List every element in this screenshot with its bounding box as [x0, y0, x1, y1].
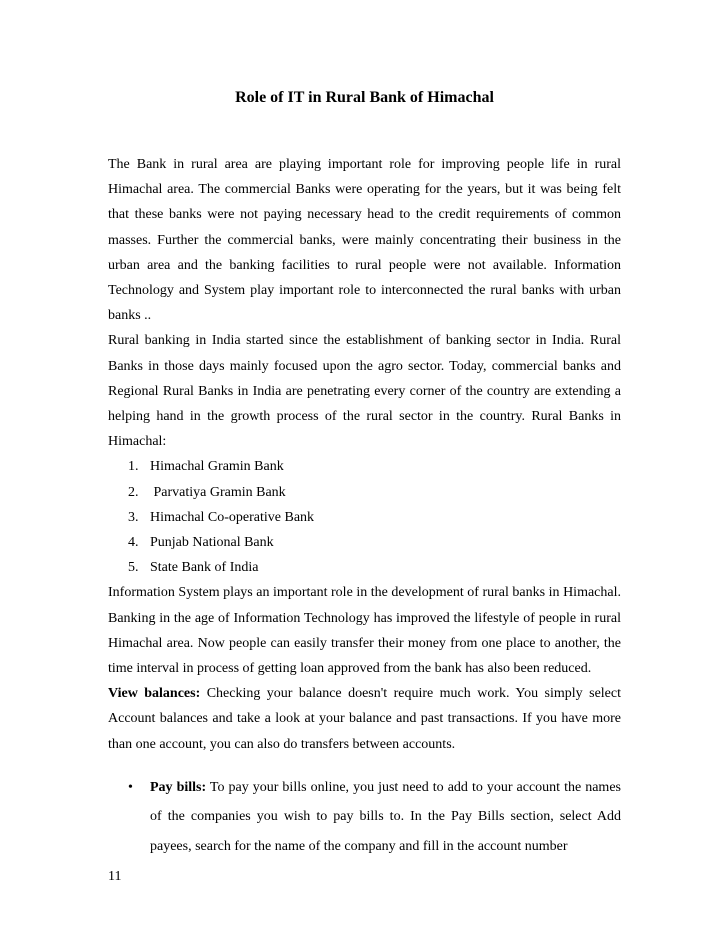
list-item-text: Himachal Gramin Bank — [150, 459, 284, 475]
list-item-text: State Bank of India — [150, 560, 259, 576]
view-balances-paragraph — [108, 681, 621, 757]
rural-banking-paragraph: Rural banking in India started since the establishment of banking sector in India. Rural Banks in those days mainly focused upon the agro sector. Today, commercial banks and Regional Rural Banks in India are penetrating every corner of the country are extending a helping hand in the growth process of the rural sector in the country. Rural Banks in Himachal: — [108, 333, 621, 450]
document-page — [108, 88, 621, 861]
list-item — [108, 480, 621, 505]
list-item-text: Parvatiya Gramin Bank — [150, 484, 286, 500]
bullet-icon: • — [128, 779, 133, 795]
intro-paragraph: The Bank in rural area are playing important role for improving people life in rural Himachal area. The commercial Banks were operating for the years, but it was being felt that these banks were not paying necessary head to the credit requirements of common masses. Further the commercial banks, were mainly concentrating their business in the urban area and the banking facilities to rural people were not available. Information Technology and System play important role to interconnected the rural banks with urban banks .. — [108, 157, 621, 324]
list-item-number: 2. — [128, 484, 139, 500]
pay-bills-heading: Pay bills: — [150, 779, 207, 795]
list-item-number: 3. — [128, 509, 139, 525]
information-system-paragraph: Information System plays an important role in the development of rural banks in Himachal. Banking in the age of Information Technology has improved the lifestyle of people in rural Himachal area. Now people can easily transfer their money from one place to another, the time interval in process of getting loan approved from the bank has also been reduced. — [108, 585, 621, 677]
list-item-text: Himachal Co-operative Bank — [150, 509, 315, 525]
list-item — [108, 454, 621, 479]
list-item-number: 1. — [128, 459, 139, 475]
document-title: Role of IT in Rural Bank of Himachal — [235, 89, 494, 106]
list-item — [108, 773, 621, 862]
page-number: 11 — [108, 869, 122, 884]
view-balances-text: Checking your balance doesn't require much work. You simply select Account balances and take a look at your balance and past transactions. If you have more than one account, you can also do transfers between accounts. — [108, 686, 621, 752]
view-balances-heading: View balances: — [108, 686, 201, 702]
list-item-number: 4. — [128, 535, 139, 551]
list-item — [108, 555, 621, 580]
list-item — [108, 530, 621, 555]
list-item-text: Punjab National Bank — [150, 535, 274, 551]
features-bullet-list — [108, 773, 621, 862]
list-item — [108, 505, 621, 530]
pay-bills-text: To pay your bills online, you just need to add to your account the names of the companies you wish to pay bills to. In the Pay Bills section, select Add payees, search for the name of the company and fill in the account number — [150, 779, 621, 854]
rural-banks-list — [108, 454, 621, 580]
list-item-number: 5. — [128, 560, 139, 576]
